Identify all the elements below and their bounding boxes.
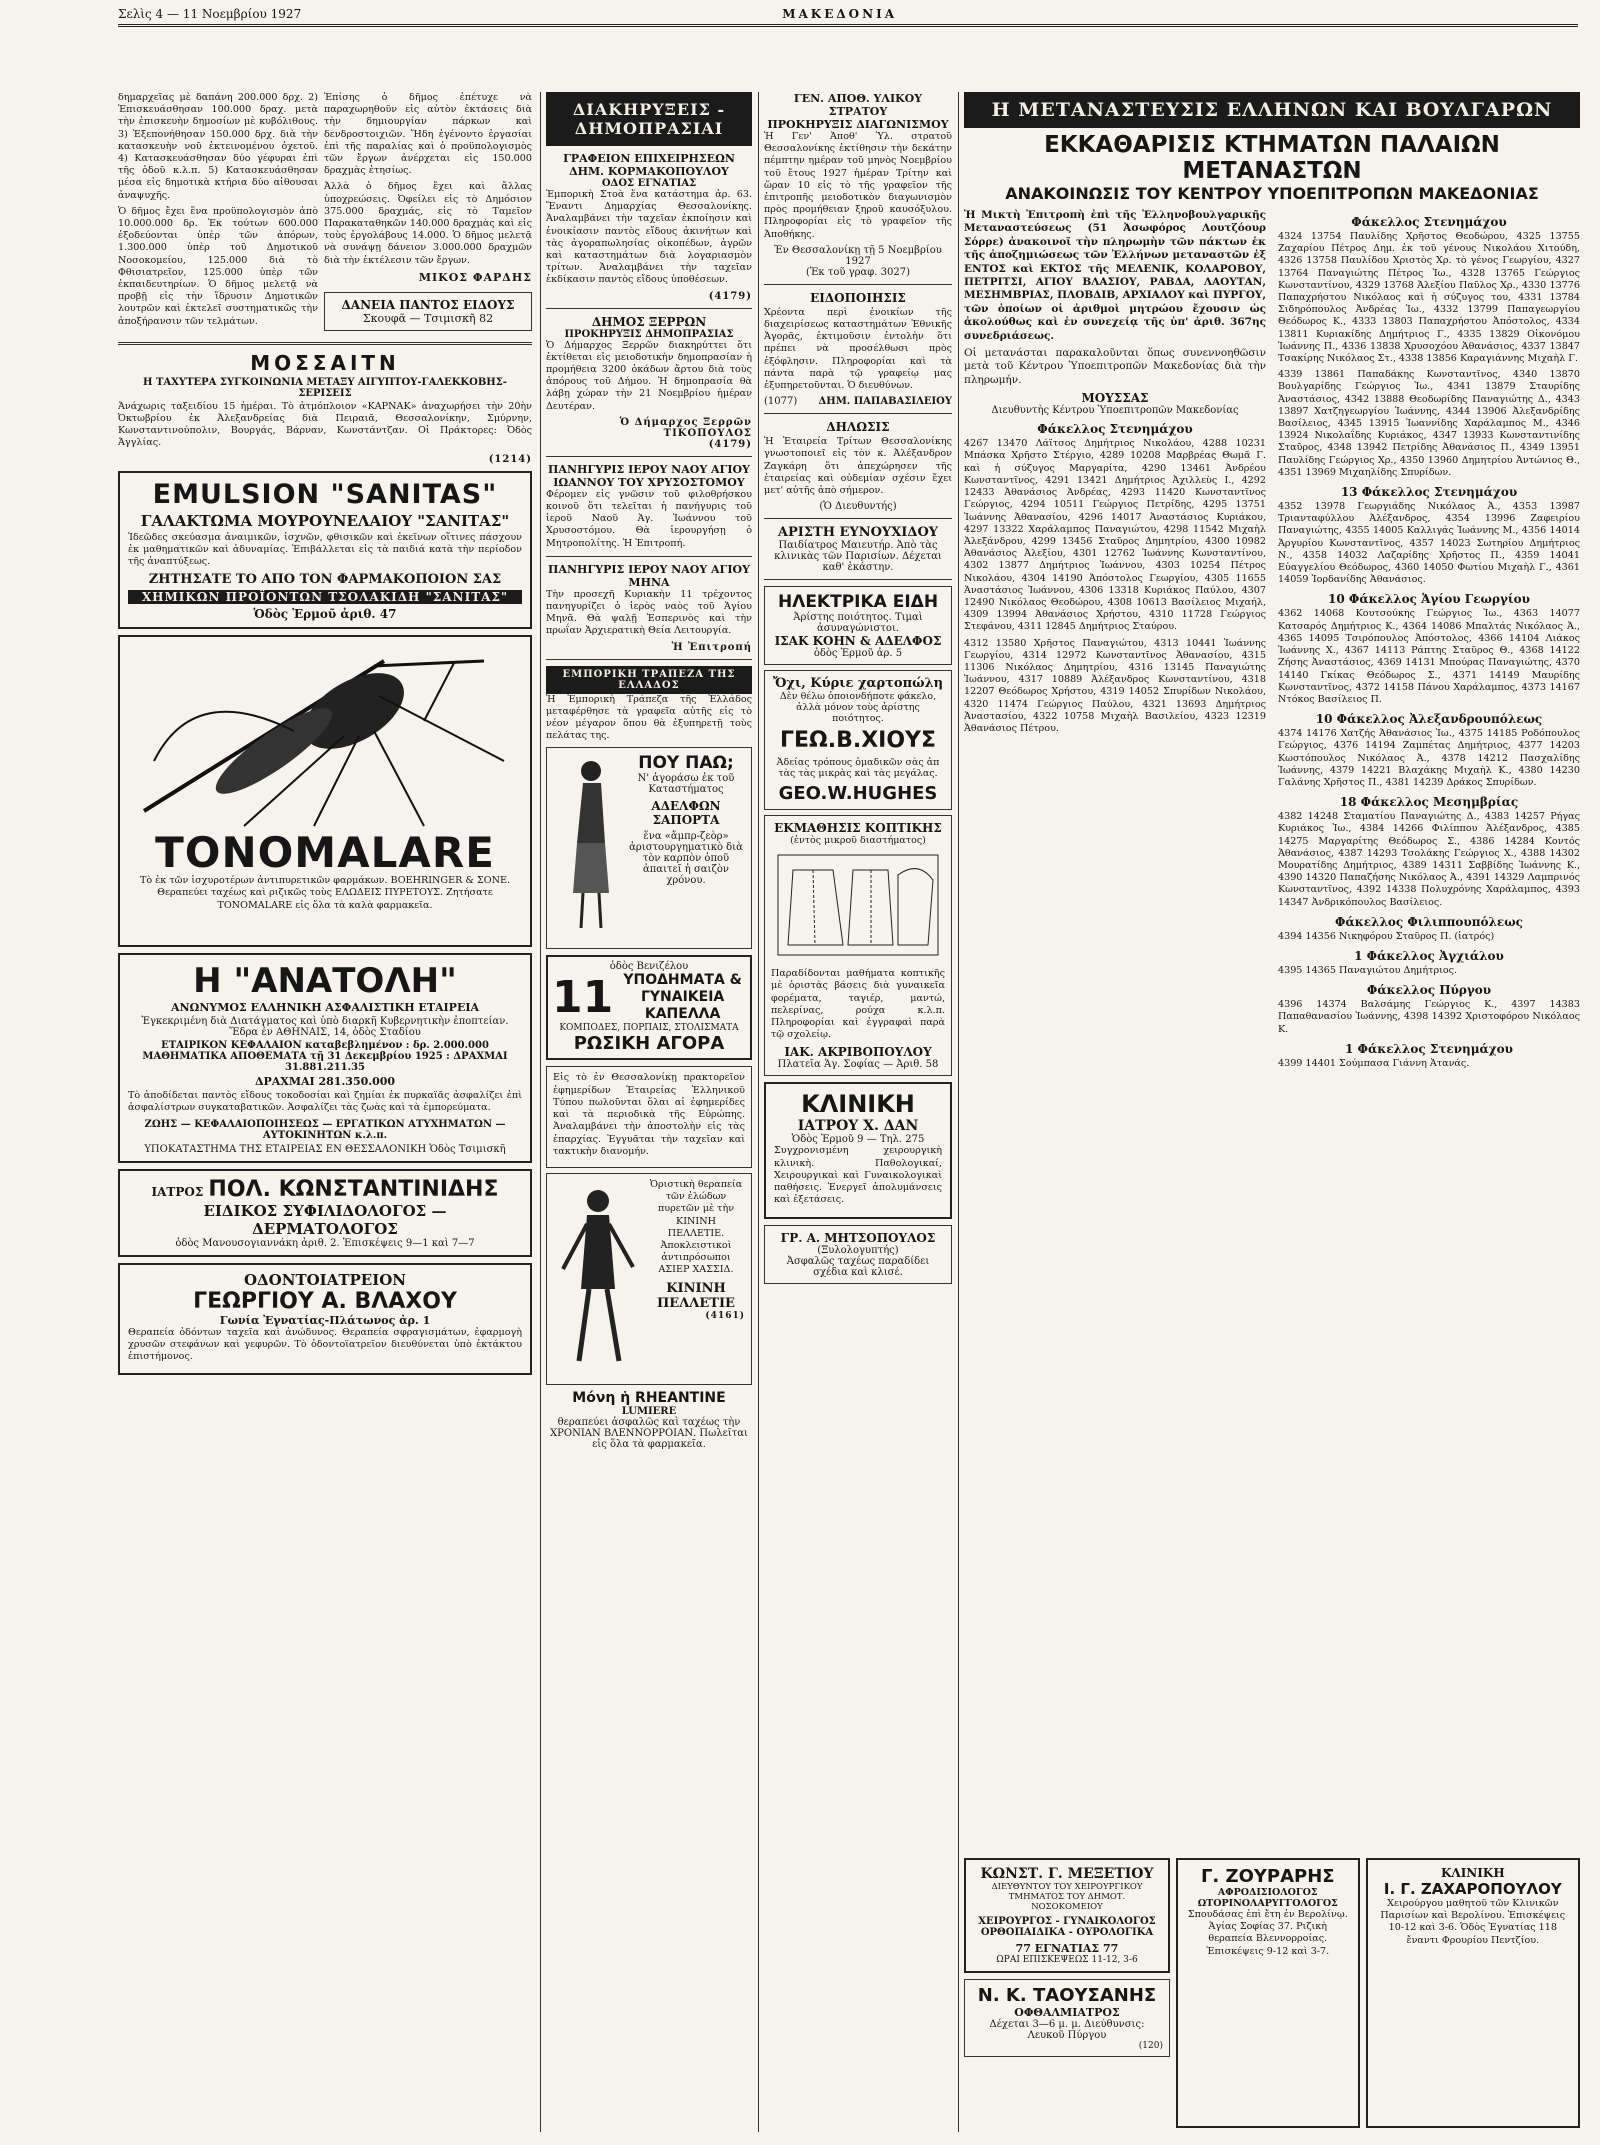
column-4: [964, 92, 1580, 2132]
sapporta-text2: ἕνα «ἄμπρ-ζεὸρ» ἀριστουργηματικὸ διὰ τὸν καρπὸν ὁποῦ ἀπαιτεῖ ἡ σαιζὸν χρόνου.: [629, 831, 743, 887]
taousanis-name: Ν. Κ. ΤΑΟΥΣΑΝΗΣ: [977, 1985, 1157, 2006]
migration-signer: ΜΟΥΣΣΑΣ: [1081, 391, 1149, 406]
dentist-title: ΟΔΟΝΤΟΙΑΤΡΕΙΟΝ: [243, 1270, 407, 1289]
folder-heading: Φάκελλος Φιλιππουπόλεως: [1335, 914, 1523, 929]
article-paragraph: Ἐπίσης ὁ δῆμος ἐπέτυχε νὰ παραχωρηθοῦν εἰς αὐτὸν ἐκτάσεις διὰ τὴν δημιουργίαν πάρκων καὶ δενδροστοιχιῶν. Ἤδη ἐγένοντο ἐργασίαι ἐπὶ τῆς παραλίας καὶ ὁ προϋπολογισμὸς τῶν ἔργων ἀνέρχεται εἰς 150.000 δραχμὰς ἐτησίως.: [324, 92, 532, 177]
dentist-text: Θεραπεία ὀδόντων ταχεῖα καὶ ἀνώδυνος. Θεραπεία σφραγισμάτων, ἐφαρμογὴ χρυσῶν στεφάνων καὶ γεφυρῶν. Τὸ ὀδοντοϊατρεῖον διευθύνεται ὑπὸ ἐκτάκτου ἐπιστήμονος.: [128, 1326, 522, 1363]
loans-ad-title: ΔΑΝΕΙΑ ΠΑΝΤΟΣ ΕΙΔΟΥΣ: [341, 297, 515, 312]
migration-header-sub: ΑΝΑΚΟΙΝΩΣΙΣ ΤΟΥ ΚΕΝΤΡΟΥ ΥΠΟΕΠΙΤΡΟΠΩΝ ΜΑΚΕΔΟΝΙΑΣ: [1005, 184, 1539, 203]
column-rule: [758, 92, 759, 2132]
emulsion-buy: ΖΗΤΗΣΑΤΕ ΤΟ ΑΠΟ ΤΟΝ ΦΑΡΜΑΚΟΠΟΙΟΝ ΣΑΣ: [148, 572, 502, 588]
zacharopoulou-name: Ι. Γ. ΖΑΧΑΡΟΠΟΥΛΟΥ: [1383, 1880, 1562, 1898]
doctor-line: [128, 1177, 522, 1202]
ariste-title: ΑΡΙΣΤΗ ΕΥΝΟΥΧΙΔΟΥ: [777, 525, 939, 541]
emulsion-title: EMULSION "SANITAS": [152, 478, 498, 510]
notice-number: (4179): [708, 438, 752, 450]
migration-right: [1278, 209, 1580, 1074]
press-agency-ad: [546, 1066, 752, 1167]
divider: [546, 308, 752, 309]
anatoli-seat: Ἐγκεκριμένη διὰ Διατάγματος καὶ ὑπὸ διαρκῆ Κυβερνητικὴν ἐποπτείαν. Ἕδρα ἐν ΑΘΗΝΑΙΣ, 14, ὁδὸς Σταδίου: [141, 1016, 509, 1039]
anatoli-text: Τὸ ἀποδίδεται παντὸς εἴδους τοκοδοσίαι καὶ ζημίαι ἐκ πυρκαϊᾶς ἀσφαλίζει ἐπὶ ἀσφαλίστρων συγκαταβατικῶν. Ἀσφαλίζει τὰς ζωὰς καὶ τὰ ἐμπορεύματα.: [128, 1090, 522, 1114]
mossaitin-subtitle: Η ΤΑΧΥΤΕΡΑ ΣΥΓΚΟΙΝΩΝΙΑ ΜΕΤΑΞΥ ΑΙΓΥΠΤΟΥ-ΓΑΛΕΚΚΟΒΗΣ-ΣΕΡΙΣΕΙΣ: [143, 376, 507, 399]
article-paragraph: Ὁ δῆμος ἔχει ἕνα προϋπολογισμὸν ἀπὸ 10.000.000 δρ. Ἐκ τούτων 600.000 ἐξοδεύονται ὑπὲρ τῶν ἀπόρων, 1.300.000 ὑπὲρ τοῦ Δημοτικοῦ Νοσοκομείου, 125.000 διὰ τὸ Φθισιατρεῖον, 125.000 ὑπὲρ τῶν ἐκπαιδευτηρίων. Ὁ δῆμος μελετᾷ νὰ προβῇ εἰς τὴν ἵδρυσιν Δημοτικῶν λουτρῶν καὶ ἐκτελεῖ συστηματικῶς τὴν ἀποξήρανσιν τῶν τελμάτων.: [118, 205, 318, 327]
notices-number: (1077): [764, 396, 798, 408]
folder-list: 4362 14068 Κουτσούκης Γεώργιος Ἰω., 4363 14077 Κατσαρός Δημήτριος Κ., 4364 14086 Μπαλτάς Νικόλαος Ἀ., 4365 14095 Τσιρόπουλος Ἀπόστολος, 4366 14104 Λιάκος Ἰωάννης Χ., 4367 14113 Ράπτης Σταῦρος Θ., 4368 14122 Ζήσης Ἀναστάσιος, 4369 14131 Μπούρας Παναγιώτης, 4370 14140 Γκίκας Θεόδωρος Σ., 4371 14149 Μαυρίδης Κωνσταντῖνος, 4372 14158 Πάνου Χαράλαμπος, 4373 14167 Ντόκος Βασίλειος Π.: [1278, 608, 1580, 705]
divider: [764, 518, 952, 519]
hughes-greek-name: ΓΕΩ.Β.ΧΙΟΥΣ: [779, 728, 937, 754]
notice-title: ΓΡΑΦΕΙΟΝ ΕΠΙΧΕΙΡΗΣΕΩΝ ΔΗΜ. ΚΟΡΜΑΚΟΠΟΥΛΟΥ: [563, 152, 735, 178]
doctor-address: ὁδὸς Μανουσογιαννάκη ἀριθ. 2. Ἐπισκέψεις 9—1 καὶ 7—7: [175, 1237, 475, 1249]
folder-list: 4395 14365 Παναγιώτου Δημήτριος.: [1278, 964, 1458, 976]
notice: [546, 152, 752, 189]
column-rule: [958, 92, 959, 2132]
notice-title: ΠΑΝΗΓΥΡΙΣ ΙΕΡΟΥ ΝΑΟΥ ΑΓΙΟΥ ΜΗΝΑ: [548, 562, 750, 589]
folder-heading: 1 Φάκελλος Ἀγχιάλου: [1354, 948, 1504, 963]
anatoli-ad: [118, 953, 532, 1162]
metaxiotis-address: 77 ΕΓΝΑΤΙΑΣ 77: [1015, 1942, 1119, 1955]
notice-text: Ὁ Δήμαρχος Ξερρῶν διακηρύττει ὅτι ἐκτίθεται εἰς μειοδοτικὴν δημοπρασίαν ἡ προμήθεια 3200 ὀκάδων ἄρτου διὰ τοὺς ἀπόρους τοῦ Δήμου. Ἡ δημοπρασία θὰ λάβῃ χώραν τὴν 21 Νοεμβρίου ἡμέραν Δευτέραν.: [546, 339, 752, 412]
folder-list: 4382 14248 Σταματίου Παναγιώτης Δ., 4383 14257 Ρήγας Κυριάκος Ἰω., 4384 14266 Φιλίππου Ἀλέξανδρος, 4385 14275 Μαργαρίτης Θεόδωρος Σ., 4386 14284 Κοντός Ἀθανάσιος, 4387 14293 Τσολάκης Γεώργιος Χ., 4388 14302 Μουρατίδης Δημήτριος, 4389 14311 Σαββίδης Ἰωάννης Κ., 4390 14320 Παπαζήσης Νικόλαος Ἀ., 4391 14329 Λαμπρινός Κωνσταντῖνος, 4392 14338 Πολυχρόνης Χαράλαμπος, 4393 14347 Ἀνδρικόπουλος Βασίλειος.: [1278, 811, 1580, 908]
rheantine-subtitle: LUMIERE: [621, 1405, 677, 1417]
loans-ad-address: Σκουφᾶ — Τσιμισκῆ 82: [362, 311, 494, 325]
folder-heading: Φάκελλος Πύργου: [1366, 983, 1492, 998]
folder-list: 4374 14176 Χατζής Ἀθανάσιος Ἰω., 4375 14185 Ροδόπουλος Γεώργιος, 4376 14194 Ζαμπέτας Δημήτριος, 4377 14203 Κωστόπουλος Νικόλαος Ἀ., 4378 14212 Πασχαλίδης Ἰωάννης, 4379 14221 Βλαχάκης Μιχαὴλ Κ., 4380 14230 Γαλάνης Χρῆστος Π., 4381 14239 Δράκος Σπυρίδων.: [1278, 728, 1580, 788]
printing-subtitle: (Ξυλολογυπτής): [817, 1244, 899, 1256]
migration-signer-title: Διευθυντὴς Κέντρου Ὑποεπιτροπῶν Μακεδονίας: [991, 405, 1239, 417]
column-1: [118, 92, 532, 2132]
printing-title: ΓΡ. Α. ΜΗΤΣΟΠΟΥΛΟΣ: [780, 1230, 936, 1245]
migration-intro2: Οἱ μετανάσται παρακαλοῦνται ὅπως συνεννοηθῶσιν μετὰ τοῦ Κέντρου Ὑποεπιτροπῶν Μακεδονίας διὰ τὴν πληρωμήν.: [964, 347, 1266, 386]
taousanis-text: Δέχεται 3—6 μ. μ. Διεύθυνσις: Λευκοῦ Πύργου: [989, 2019, 1145, 2041]
taousanis-specialty: ΟΦΘΑΛΜΙΑΤΡΟΣ: [1014, 2006, 1120, 2019]
shoes-number: 11: [552, 971, 614, 1023]
notice-text: Φέρομεν εἰς γνῶσιν τοῦ φιλοθρήσκου κοινοῦ ὅτι τελεῖται ἡ πανήγυρις τοῦ ἱεροῦ Ναοῦ Ἁγ. Ἰωάννου τοῦ Χρυσοστόμου. Θὰ ἱερουργήσῃ ὁ Μητροπολίτης. Ἡ Ἐπιτροπή.: [546, 488, 752, 549]
masthead-title: ΜΑΚΕΔΟΝΙΑ: [782, 7, 898, 21]
doctor-prefix: ΙΑΤΡΟΣ: [151, 1184, 204, 1199]
tonomalare-text: Τὸ ἐκ τῶν ἰσχυροτέρων ἀντιπυρετικῶν φαρμάκων. BOEHRINGER & ΣΟΝΕ. Θεραπεύει ταχέως καὶ ριζικῶς τοὺς ΕΛΩΔΕΙΣ ΠΥΡΕΤΟΥΣ. Ζητήσατε TONOMALARE εἰς ὅλα τὰ καλὰ φαρμακεῖα.: [139, 875, 511, 911]
sapporta-title: ΠΟΥ ΠΑΩ;: [638, 753, 734, 774]
folder-list: 4312 13580 Χρῆστος Παναγιώτου, 4313 10441 Ἰωάννης Γεωργίου, 4314 12972 Κωνσταντῖνος Ἀθανασίου, 4315 11306 Νικόλαος Δημητρίου, 4316 13145 Παναγιώτης Ἰωάννου, 4317 10889 Ἀλέξανδρος Κωνσταντίνου, 4318 12207 Θεόδωρος Χρήστου, 4319 14052 Σπυρίδων Νικολάου, 4320 11474 Γεώργιος Παύλου, 4321 13693 Δημήτριος Ἀναστασίου, 4322 10758 Μιχαὴλ Βασιλείου, 4323 12319 Ἀθανάσιος Πέτρου.: [964, 637, 1266, 734]
folder-heading: 18 Φάκελλος Μεσημβρίας: [1339, 795, 1519, 810]
woman-figure-illustration: [553, 753, 623, 933]
electric-text: Ἀρίστης ποιότητος. Τιμαὶ ἀσυναγώνιστοι.: [793, 612, 923, 635]
column-rule: [540, 92, 541, 2132]
shoes-subtitle: ΚΟΜΠΟΔΕΣ, ΠΟΡΠΑΙΣ, ΣΤΟΛΙΣΜΑΤΑ: [559, 1023, 739, 1034]
tonomalare-ad: [118, 635, 532, 947]
pattern-illustration: [773, 850, 943, 960]
army-subtitle: ΠΡΟΚΗΡΥΞΙΣ ΔΙΑΓΩΝΙΣΜΟΥ: [767, 118, 949, 131]
cutting-name: ΙΑΚ. ΑΚΡΙΒΟΠΟΥΛΟΥ: [784, 1045, 932, 1060]
divider: [546, 659, 752, 660]
dilosis-number: (Ὁ Διευθυντής): [819, 501, 897, 513]
emulsion-address: Ὁδὸς Ἑρμοῦ ἀριθ. 47: [253, 607, 397, 622]
divider: [764, 284, 952, 285]
migration-body: [964, 209, 1580, 1074]
clinic-text: Συγχρονισμένη χειρουργικὴ κλινικὴ. Παθολογικαί, Χειρουργικαὶ καὶ Γυναικολογικαὶ παθήσεις. Ἐνεργεῖ ἀπολυμάνσεις καὶ ἐξετάσεις.: [774, 1145, 942, 1206]
migration-header-main: ΕΚΚΑΘΑΡΙΣΙΣ ΚΤΗΜΑΤΩΝ ΠΑΛΑΙΩΝ ΜΕΤΑΝΑΣΤΩΝ: [1044, 132, 1500, 184]
rheantine-title: Μόνη ἡ RHEANTINE: [572, 1389, 726, 1406]
kinini-ad: [546, 1173, 752, 1385]
hughes-intro: Δὲν θέλω ὁποιονδήποτε φάκελο, ἀλλὰ μόνον τοὺς ἀρίστης ποιότητος.: [779, 691, 937, 725]
folder-list: 4267 13470 Λάϊτσος Δημήτριος Νικολάου, 4288 10231 Μπάσκα Χρῆστο Στέργιο, 4289 10208 Μαρβρέας Θωμᾶ Γ. καὶ ἡ σύζυγος Μαργαρίτα, 4290 13461 Ἀνδρέου Κωνσταντῖνος, 4291 13421 Δημήτριος Ἀχιλλεὺς Ι., 4292 12433 Ἀθανάσιος Ἀνδρέας, 4293 11420 Κωνσταντῖνος Γεώργιος, 4294 10511 Γεώργιος Πετρίδης, 4295 13751 Ἰωάννης Ἀθανασίου, 4296 14017 Ἀναστάσιος Κυριάκου, 4297 13322 Χαράλαμπος Παναγιώτου, 4298 11542 Μιχαὴλ Ἀλεξάνδρου, 4299 13456 Σταῦρος Δημητρίου, 4300 10982 Ἀθανάσιος Ἀλεξίου, 4301 12762 Ἰωάννης Κωνσταντίνου, 4302 13877 Δημήτριος Ἰωάννου, 4303 10254 Πέτρος Νικολάου, 4304 14190 Ἀπόστολος Γεωργίου, 4305 11655 Ἀναστάσιος Ἰωάννου, 4306 13318 Κυριάκος Παύλου, 4307 12490 Νικόλαος Θεοδώρου, 4308 10613 Βασίλειος Μιχαήλ, 4309 13994 Ἀθανάσιος Χρήστου, 4310 11728 Γεώργιος Στεφάνου, 4311 12845 Δημήτριος Σταύρου.: [964, 438, 1266, 633]
article-paragraph: δημαρχεῖας μὲ δαπάνη 200.000 δρχ. 2) Ἐπισκευάσθησαν 100.000 δραχ. μετὰ τὴν ἐπισκευὴν δημοσίων μὲ κυβόλιθους. 3) Ἐξεπονήθησαν 150.000 δρχ. διὰ τὴν κατασκευὴν νοῦ ἐκτεινομένου ὀχετοῦ. 4) Κατασκευάσθησαν δύο γέφυραι ἐπὶ τῆς ὁδοῦ κ.λ.π. 5) Κατασκευάσθησαν μέσα εἰς δημοτικὰ κτήρια δύο αἰθουσαι ἀναψυχῆς.: [118, 92, 318, 201]
army-number: (Ἐκ τοῦ γραφ. 3027): [806, 266, 910, 278]
folder-list: 4324 13754 Παυλίδης Χρῆστος Θεοδώρου, 4325 13755 Ζαχαρίου Πέτρος Δημ. ἐκ τοῦ γένους Νικολάου Χιτούδη, 4326 13758 Παυλίδου Χριστὸς Χρ. τὸ γένος Γεωργίου, 4327 13764 Παναγιώτης Πέτρος Ἰω., 4328 13765 Γεώργιος Κωνσταντίνου, 4329 13768 Ἀλεξίου Παῦλος Χρ., 4330 13776 Παπαχρήστου Νικόλαος καὶ ἡ σύζυγος του, 4331 13784 Σιδηρόπουλος Ἀνδρέας Ἰω., 4332 13799 Παπαγεωργίου Θεόδωρος Κ., 4333 13803 Παπαχρήστου Ἀπόστολος, 4334 13811 Κυριακίδης Δημήτριος Γ., 4335 13829 Οἰκονόμου Ἰωάννης Π., 4336 13838 Χρυσοχόου Ἀθανάσιος, 4337 13847 Τσακίρης Νικόλαος Στ., 4338 13856 Καραγιάννης Μιχαὴλ Γ.: [1278, 231, 1580, 365]
electric-name: ΙΣΑΚ ΚΟΗΝ & ΑΔΕΛΦΟΣ: [774, 634, 942, 649]
clinic-name: ΙΑΤΡΟΥ Χ. ΔΑΝ: [797, 1118, 919, 1135]
hughes-ad: [764, 670, 952, 810]
folder-heading: Φάκελλος Στενημάχου: [1037, 422, 1193, 437]
notices-text: Χρέοντα περὶ ἐνοικίων τῆς διαχειρίσεως καταστημάτων Ἐθνικῆς Ἀγορᾶς, ἐκτιμοῦσιν ἐντολὴν ὅτι πρέπει νὰ προσέλθωσι πρὸς ἐξόφλησιν. Πληροφορίαι καὶ τὰ πάντα παρὰ τῷ γραφείῳ μας ἐξυπηρετοῦνται. Ὁ διευθύνων.: [764, 306, 952, 392]
hughes-text: Ἀδείας τρόπους ὁμαδικῶν σὰς ἀπ τὰς τὰς μικρὰς καὶ τὰς μεγάλας.: [776, 757, 940, 780]
emulsion-ad: [118, 471, 532, 630]
article-paragraph: Ἀλλὰ ὁ δῆμος ἔχει καὶ ἄλλας ὑποχρεώσεις. Ὀφείλει εἰς τὸ Δημόσιον 375.000 δραχμάς, εἰς τὸ Ταμεῖον Παρακαταθηκῶν 140.000 δραχμὰς καὶ εἰς τοὺς ἐργολάβους 14.000. Ὁ δῆμος μελετᾷ νὰ συνάψῃ δάνειον 3.000.000 δραχμῶν διὰ τὴν ἐκτέλεσιν τῶν ἔργων.: [324, 181, 532, 266]
dentist-address: Γωνία Ἐγνατίας-Πλάτωνος ἀρ. 1: [219, 1313, 431, 1327]
press-agency-text: Εἰς τὸ ἐν Θεσσαλονίκῃ πρακτορεῖον ἐφημερίδων Ἑταιρείας Ἑλληνικοῦ Τύπου πωλοῦνται ὅλαι αἱ ἐφημερίδες καὶ τὰ περιοδικὰ τῆς Εὐρώπης. Ἀναλαμβάνει τὴν ἀποστολὴν εἰς τὰς ἐπαρχίας. Ἐγγυᾶται τὴν ταχεῖαν καὶ τακτικὴν διανομήν.: [553, 1072, 745, 1157]
notices-footer: [764, 396, 952, 407]
bank-title: ΕΜΠΟΡΙΚΗ ΤΡΑΠΕΖΑ ΤΗΣ ΕΛΛΑΔΟΣ: [546, 666, 752, 694]
printing-ad: [764, 1225, 952, 1284]
dentist-ad: [118, 1263, 532, 1376]
article-continuation: [118, 92, 532, 336]
folder-list: 4352 13978 Γεωργιάδης Νικόλαος Ἀ., 4353 13987 Τριανταφύλλου Ἀλέξανδρος, 4354 13996 Ζαφειρίου Παναγιώτης, 4355 14005 Καλλιγάς Ἰωάννης Μ., 4356 14014 Ἀργυρίου Κωνσταντῖνος, 4357 14023 Σωτηρίου Δημήτριος Ν., 4358 14032 Λαζαρίδης Χρῆστος Π., 4359 14041 Εὐαγγελίου Θεόδωρος, 4360 14050 Φωτίου Μιχαὴλ Γ., 4361 14059 Ἰορδανίδης Ἀθανάσιος.: [1278, 501, 1580, 586]
anatoli-subtitle: ΑΝΩΝΥΜΟΣ ΕΛΛΗΝΙΚΗ ΑΣΦΑΛΙΣΤΙΚΗ ΕΤΑΙΡΕΙΑ: [170, 1001, 480, 1015]
metaxiotis-ad: [964, 1858, 1170, 1973]
zourari-text: Σπουδάσας ἐπὶ ἔτη ἐν Βερολίνῳ. Ἁγίας Σοφίας 37. Ριζικὴ θεραπεία Βλεννορροίας. Ἐπισκέψεις 9-12 καὶ 3-7.: [1187, 1909, 1348, 1957]
doctor-ad: [118, 1169, 532, 1257]
dilosis-text: Ἡ Ἑταιρεία Τρίτων Θεσσαλονίκης γνωστοποιεῖ εἰς τὸν κ. Ἀλέξανδρον Ζαγκάρη ὅτι ἀπεχώρησεν τῆς ἐταιρείας καὶ οὐδεμίαν σχέσιν ἔχει μετ' αὐτῆς ἀπὸ σήμερον.: [764, 436, 952, 497]
metaxiotis-hours: ΩΡΑΙ ΕΠΙΣΚΕΨΕΩΣ 11-12, 3-6: [996, 1955, 1138, 1965]
bank-text: Ἡ Ἐμπορικὴ Τράπεζα τῆς Ἑλλάδος μεταφέρθησε τὰ γραφεῖα αὐτῆς εἰς τὸ νέον μέγαρον ὅπου θὰ ἐξυπηρετῇ τοὺς πελάτας της.: [546, 693, 752, 742]
zacharopoulou-ad: [1366, 1858, 1580, 2128]
sapporta-ad: [546, 747, 752, 949]
article-author: ΜΙΚΟΣ ΦΑΡΔΗΣ: [418, 270, 532, 284]
migration-left: [964, 209, 1266, 1074]
clinic-title: ΚΛΙΝΙΚΗ: [801, 1090, 915, 1119]
folder-list: 4339 13861 Παπαδάκης Κωνσταντῖνος, 4340 13870 Βουλγαρίδης Γεώργιος Ἰω., 4341 13879 Σταυρίδης Ἀναστάσιος, 4342 13888 Θεοδωρίδης Παναγιώτης Δ., 4343 13897 Χατζηγεωργίου Ἰωάννης, 4344 13906 Ἀλεξανδρίδης Βασίλειος, 4345 13915 Ἰωαννίδης Χαράλαμπος Μ., 4346 13924 Νικολαΐδης Κυριάκος, 4347 13933 Κωνσταντινίδης Σταῦρος, 4348 13942 Πετρίδης Ἀθανάσιος Π., 4349 13951 Παυλίδης Γεώργιος Χρ., 4350 13960 Δημητρίου Ἀντώνιος Θ., 4351 13969 Μιχαηλίδης Σπυρίδων.: [1278, 369, 1580, 478]
folder-heading: Φάκελλος Στενημάχου: [1351, 215, 1507, 229]
electric-address: ὁδὸς Ἑρμοῦ ἀρ. 5: [813, 648, 903, 660]
folder-heading: 10 Φάκελλος Ἀλεξανδρουπόλεως: [1315, 712, 1543, 727]
ad-number: (1214): [488, 453, 532, 465]
notice-title: ΔΗΜΟΣ ΞΕΡΡΩΝ: [591, 314, 707, 329]
column-2: [546, 92, 752, 2132]
notice-subtitle: ΠΡΟΚΗΡΥΞΙΣ ΔΗΜΟΠΡΑΣΙΑΣ: [564, 328, 734, 340]
doctor-name: ΠΟΛ. ΚΩΝΣΤΑΝΤΙΝΙΔΗΣ: [208, 1176, 499, 1202]
divider: [546, 556, 752, 557]
emulsion-text: Ἰδεῶδες σκεύασμα ἀναιμικῶν, ἰσχνῶν, φθισικῶν καὶ ἐκεῖνων οἵτινες πάσχουν ἐκ μαθηματικῶν καὶ ἀδυναμίας. Ἐπιβάλλεται εἰς τὰ παιδιά κατὰ τὴν περίοδον τῆς ἀναπτύξεως.: [128, 531, 522, 568]
shoes-header: [552, 972, 746, 1023]
column-3: [764, 92, 952, 2132]
loans-ad: [324, 292, 532, 331]
shoes-street: ὁδὸς Βενιζέλου: [609, 961, 689, 973]
rheantine-text: θεραπεύει ἀσφαλῶς καὶ ταχέως τὴν ΧΡΟΝΙΑΝ ΒΛΕΝΝΟΡΡΟΙΑΝ. Πωλεῖται εἰς ὅλα τὰ φαρμακεῖα.: [550, 1416, 748, 1450]
electric-title: ΗΛΕΚΤΡΙΚΑ ΕΙΔΗ: [777, 592, 939, 613]
notice: [546, 315, 752, 340]
notice-signature: Ὁ Δήμαρχος Ξερρῶν ΤΙΚΟΠΟΥΛΟΣ: [619, 416, 752, 439]
dentist-name: ΓΕΩΡΓΙΟΥ Α. ΒΛΑΧΟΥ: [193, 1288, 457, 1314]
dilosis-title: ΔΗΛΩΣΙΣ: [826, 420, 890, 435]
taousanis-ad: [964, 1979, 1170, 2057]
clinic-ad: [764, 1082, 952, 1218]
zourari-specialty: ΑΦΡΟΔΙΣΙΟΛΟΓΟΣ ΩΤΟΡΙΝΟΛΑΡΥΓΓΟΛΟΓΟΣ: [1197, 1887, 1338, 1909]
emulsion-lab: ΧΗΜΙΚΩΝ ΠΡΟΪΟΝΤΩΝ ΤΣΟΛΑΚΙΔΗ "ΣΑΝΙΤΑΣ": [128, 590, 522, 604]
bottom-ads-row: [964, 1858, 1580, 2128]
cutting-subtitle: (ἐντὸς μικροῦ διαστήματος): [790, 835, 926, 847]
bottom-ads-left: [964, 1858, 1170, 2128]
notice-number: (4179): [708, 290, 752, 302]
anatoli-title: Η "ΑΝΑΤΟΛΗ": [193, 961, 457, 1002]
cutting-title: ΕΚΜΑΘΗΣΙΣ ΚΟΠΤΙΚΗΣ: [774, 821, 942, 836]
notice-text: Τὴν προσεχῆ Κυριακὴν 11 τρέχοντος πανηγυρίζει ὁ ἱερὸς ναὸς τοῦ Ἁγίου Μηνᾶ. Θὰ ψαλῇ Ἑσπερινὸς καὶ τὴν πρωΐαν Ἀρχιερατικὴ Θεία Λειτουργία.: [546, 588, 752, 637]
zacharopoulou-title: ΚΛΙΝΙΚΗ: [1440, 1866, 1505, 1880]
shoes-title: ΥΠΟΔΗΜΑΤΑ & ΓΥΝΑΙΚΕΙΑ ΚΑΠΕΛΛΑ: [623, 972, 742, 1023]
metaxiotis-specialty: ΧΕΙΡΟΥΡΓΟΣ - ΓΥΝΑΙΚΟΛΟΓΟΣ: [978, 1916, 1156, 1927]
folder-list: 4396 14374 Βαλσάμης Γεώργιος Κ., 4397 14383 Παπαθανασίου Ἰωάννης, 4398 14392 Χριστοφόρου Νικόλαος Κ.: [1278, 999, 1580, 1035]
cutting-text: Παραδίδονται μαθήματα κοπτικῆς μὲ ὁριστὰς βάσεις διὰ γυναικεῖα φορέματα, ταγιέρ, μαντώ, πελερίνας, ρούχα κ.λ.π. Πληροφορίαι καὶ ἐγγραφαὶ παρὰ τῷ σχολείῳ.: [771, 968, 945, 1041]
cutting-ad: [764, 815, 952, 1076]
notices-signature: ΔΗΜ. ΠΑΠΑΒΑΣΙΛΕΙΟΥ: [818, 396, 952, 408]
mossaitin-ad: [118, 351, 532, 465]
anatoli-capital: ΕΤΑΙΡΙΚΟΝ ΚΕΦΑΛΑΙΟΝ καταβεβλημένον : δρ. 2.000.000: [161, 1040, 489, 1052]
electric-ad: [764, 586, 952, 665]
masthead-date: Σελὶς 4 — 11 Νοεμβρίου 1927: [118, 7, 302, 21]
army-text: Ἡ Γεν' Ἀποθ' Ὑλ. στρατοῦ Θεσσαλονίκης ἐκτίθησιν τὴν δεκάτην πέμπτην ημέραν τοῦ μηνὸς Νοεμβρίου τοῦ ἔτους 1927 ἡμέραν Τρίτην καὶ ὥραν 10 εἰς τὸ τῆς γραφεῖον τῆς ἐπιτροπῆς μειοδοτικὸν διαγωνισμὸν πρὸς προμήθειαν ξηροῦ καυσόξυλου. Πληροφορίαι εἰς τὸ γραφεῖον τῆς Ἀποθήκης.: [764, 131, 952, 240]
army-title: ΓΕΝ. ΑΠΟΘ. ΥΛΙΚΟΥ ΣΤΡΑΤΟΥ: [793, 92, 923, 118]
folder-list: 4399 14401 Σούμπασα Γιάννη Ἀτανάς.: [1278, 1057, 1470, 1069]
masthead: [118, 4, 1578, 27]
mosquito-illustration: [124, 641, 520, 831]
shoes-market: ΡΩΣΙΚΗ ΑΓΟΡΑ: [573, 1033, 725, 1055]
announcements-header: ΔΙΑΚΗΡΥΞΕΙΣ - ΔΗΜΟΠΡΑΣΙΑΙ: [546, 92, 752, 146]
anatoli-amount: ΔΡΑΧΜΑΙ 281.350.000: [254, 1075, 396, 1089]
divider: [546, 456, 752, 457]
divider: [118, 342, 532, 345]
kinini-title: ΚΙΝΙΝΗ ΠΕΛΛΕΤΙΕ: [657, 1280, 735, 1311]
notice-text: Ἐμπορικὴ Στοὰ ἕνα κατάστημα ἀρ. 63. Ἔναντι Δημαρχίας Θεσσαλονίκης. Ἀναλαμβάνει τὴν ταχεῖαν ἐκποίησιν καὶ ἐνοικίασιν παντὸς εἴδους ἀκινήτων καὶ τὰς ἀγοραπωλησίας οἰκοπέδων, ἀγρῶν καὶ καταστημάτων διὰ λογαριασμὸν τρίτων. Ἀναλαμβάνει τὴν ταχεῖαν ἐκδίκασιν παντὸς εἴδους ὑποθέσεων.: [546, 189, 752, 286]
ariste-text: Παιδίατρος Μαιευτήρ. Ἀπὸ τὰς κλινικὰς τῶν Παρισίων. Δέχεται καθ' ἑκάστην.: [774, 540, 942, 574]
zacharopoulou-text: Χειρούργου μαθητοῦ τῶν Κλινικῶν Παρισίων καὶ Βερολίνου. Ἐπισκέψεις 10-12 καὶ 3-6. Ὁδὸς Ἐγνατίας 118 ἔναντι Φρουρίου Πεντζίου.: [1380, 1898, 1566, 1946]
anatoli-life: ΖΩΗΣ — ΚΕΦΑΛΑΙΟΠΟΙΗΣΕΩΣ — ΕΡΓΑΤΙΚΩΝ ΑΤΥΧΗΜΑΤΩΝ — ΑΥΤΟΚΙΝΗΤΩΝ κ.λ.π.: [144, 1118, 506, 1141]
divider: [764, 579, 952, 580]
divider: [764, 413, 952, 414]
anatoli-reserve: ΜΑΘΗΜΑΤΙΚΑ ΑΠΟΘΕΜΑΤΑ τῇ 31 Δεκεμβρίου 1925 : ΔΡΑΧΜΑΙ 31.881.211.35: [142, 1051, 508, 1074]
emulsion-subtitle: ΓΑΛΑΚΤΩΜΑ ΜΟΥΡΟΥΝΕΛΑΙΟΥ "ΣΑΝΙΤΑΣ": [140, 511, 510, 530]
army-notice: [764, 92, 952, 131]
mossaitin-title: ΜΟΣΣΑΙΤΝ: [250, 350, 400, 375]
sapporta-text: Ν' ἀγοράσω ἐκ τοῦ Καταστήματος: [637, 773, 735, 796]
zourari-name: Γ. ΖΟΥΡΑΡΗΣ: [1200, 1866, 1335, 1887]
migration-intro: Ἡ Μικτὴ Ἐπιτροπὴ ἐπὶ τῆς Ἑλληνοβουλγαρικῆς Μεταναστεύσεως (51 Ἀσωφόρος Λουτζόουρ Σόρρε) ἀνακοινοῖ τὴν πληρωμὴν τῶν πάκτων ἐκ τῆς ἀποζημιώσεως τῶν Ἑλλήνων μεταναστῶν ἐξ ΕΝΤΟΣ καὶ ΕΚΤΟΣ τῆς ΜΕΛΕΝΙΚ, ΚΟΛΑΡΟΒΟΥ, ΠΕΤΡΙΤΣΙ, ΑΓΙΟΥ ΒΛΑΣΙΟΥ, ΡΑΒΔΑ, ΛΑΟΥΤΑΝ, ΜΕΣΗΜΒΡΙΑΣ, ΠΛΟΒΔΙΒ, ΑΡΧΙΑΛΟΥ καὶ ΠΥΡΓΟΥ, τῶν ὁποίων οἱ ἀριθμοὶ μητρώου ἔχουσιν ὡς ἀκολούθως καὶ ἐν συνεχείᾳ τῆς ὑπ' ἀριθ. 367ης συνεδριάσεως.: [964, 209, 1266, 342]
notice-subtitle: ΟΔΟΣ ΕΓΝΑΤΙΑΣ: [601, 178, 697, 189]
shoes-ad: [546, 955, 752, 1060]
tonomalare-title: TONOMALARE: [155, 828, 495, 878]
doctor-specialty: ΕΙΔΙΚΟΣ ΣΥΦΙΛΙΔΟΛΟΓΟΣ — ΔΕΡΜΑΤΟΛΟΓΟΣ: [203, 1201, 447, 1238]
migration-header-top: Η ΜΕΤΑΝΑΣΤΕΥΣΙΣ ΕΛΛΗΝΩΝ ΚΑΙ ΒΟΥΛΓΑΡΩΝ: [964, 92, 1580, 128]
cutting-address: Πλατεῖα Ἁγ. Σοφίας — Ἀριθ. 58: [777, 1059, 939, 1071]
folder-heading: 1 Φάκελλος Στενημάχου: [1345, 1041, 1513, 1056]
metaxiotis-specialty2: ΟΡΘΟΠΑΙΔΙΚΑ - ΟΥΡΟΛΟΓΙΚΑ: [980, 1927, 1154, 1938]
sapporta-name: ΑΔΕΛΦΩΝ ΣΑΠΟΡΤΑ: [651, 799, 721, 828]
rheantine-ad: [546, 1390, 752, 1450]
metaxiotis-text: ΔΙΕΥΘΥΝΤΟΥ ΤΟΥ ΧΕΙΡΟΥΡΓΙΚΟΥ ΤΜΗΜΑΤΟΣ ΤΟΥ ΔΗΜΟΤ. ΝΟΣΟΚΟΜΕΙΟΥ: [991, 1882, 1143, 1912]
clinic-address: Ὁδὸς Ἑρμοῦ 9 — Τηλ. 275: [791, 1134, 925, 1146]
notice-signature: Ἡ Ἐπιτροπή: [671, 641, 752, 653]
folder-heading: 10 Φάκελλος Ἁγίου Γεωργίου: [1328, 592, 1530, 607]
army-date: Ἐν Θεσσαλονίκῃ τῇ 5 Νοεμβρίου 1927: [774, 244, 942, 267]
man-figure-illustration: [553, 1179, 643, 1369]
ad-number: (4161): [705, 1310, 745, 1321]
zourari-ad: [1176, 1858, 1360, 2128]
metaxiotis-name: ΚΩΝΣΤ. Γ. ΜΕΞΕΤΙΟΥ: [980, 1866, 1154, 1882]
notices-title: ΕΙΔΟΠΟΙΗΣΙΣ: [810, 290, 906, 305]
notice-title: ΠΑΝΗΓΥΡΙΣ ΙΕΡΟΥ ΝΑΟΥ ΑΓΙΟΥ ΙΩΑΝΝΟΥ ΤΟΥ ΧΡΥΣΟΣΤΟΜΟΥ: [548, 462, 750, 489]
folder-list: 4394 14356 Νικηφόρου Σταῦρος Π. (ἰατρός): [1278, 930, 1495, 942]
folder-heading: 13 Φάκελλος Στενημάχου: [1340, 485, 1518, 500]
hughes-headline: Ὄχι, Κύριε χαρτοπώλη: [772, 676, 944, 692]
mossaitin-text: Ἀνάχωρις ταξειδίου 15 ἡμέραι. Τὸ ἀτμόπλοιον «ΚΑΡΝΑΚ» ἀναχωρήσει τὴν 20ὴν Ὀκτωβρίου ἐκ Ἀλεξανδρείας διὰ Πειραιᾶ, Θεσσαλονίκην, Σμύρνην, Κωνσταντινούπολιν, Βουργάς, Βάρναν, Κωνστάντζαν. Οἱ Πράκτορες: Ὀδὸς Ἀγγλίας.: [118, 400, 532, 449]
hughes-brand: GEO.W.HUGHES: [778, 783, 938, 805]
taousanis-number: (120): [1138, 2041, 1163, 2051]
printing-text: Ἀσφαλῶς ταχέως παραδίδει σχέδια καὶ κλισέ.: [786, 1255, 930, 1278]
anatoli-agency: ΥΠΟΚΑΤΑΣΤΗΜΑ ΤΗΣ ΕΤΑΙΡΕΙΑΣ ΕΝ ΘΕΣΣΑΛΟΝΙΚΗ Ὁδὸς Τσιμισκῆ: [144, 1143, 506, 1155]
kinini-text: Ὁριστικὴ θεραπεία τῶν ἐλώδων πυρετῶν μὲ τὴν ΚΙΝΙΝΗ ΠΕΛΛΕΤΙΕ. Ἀποκλειστικοὶ ἀντιπρόσωποι ΑΣΙΕΡ ΧΑΣΣΙΔ.: [649, 1178, 743, 1276]
